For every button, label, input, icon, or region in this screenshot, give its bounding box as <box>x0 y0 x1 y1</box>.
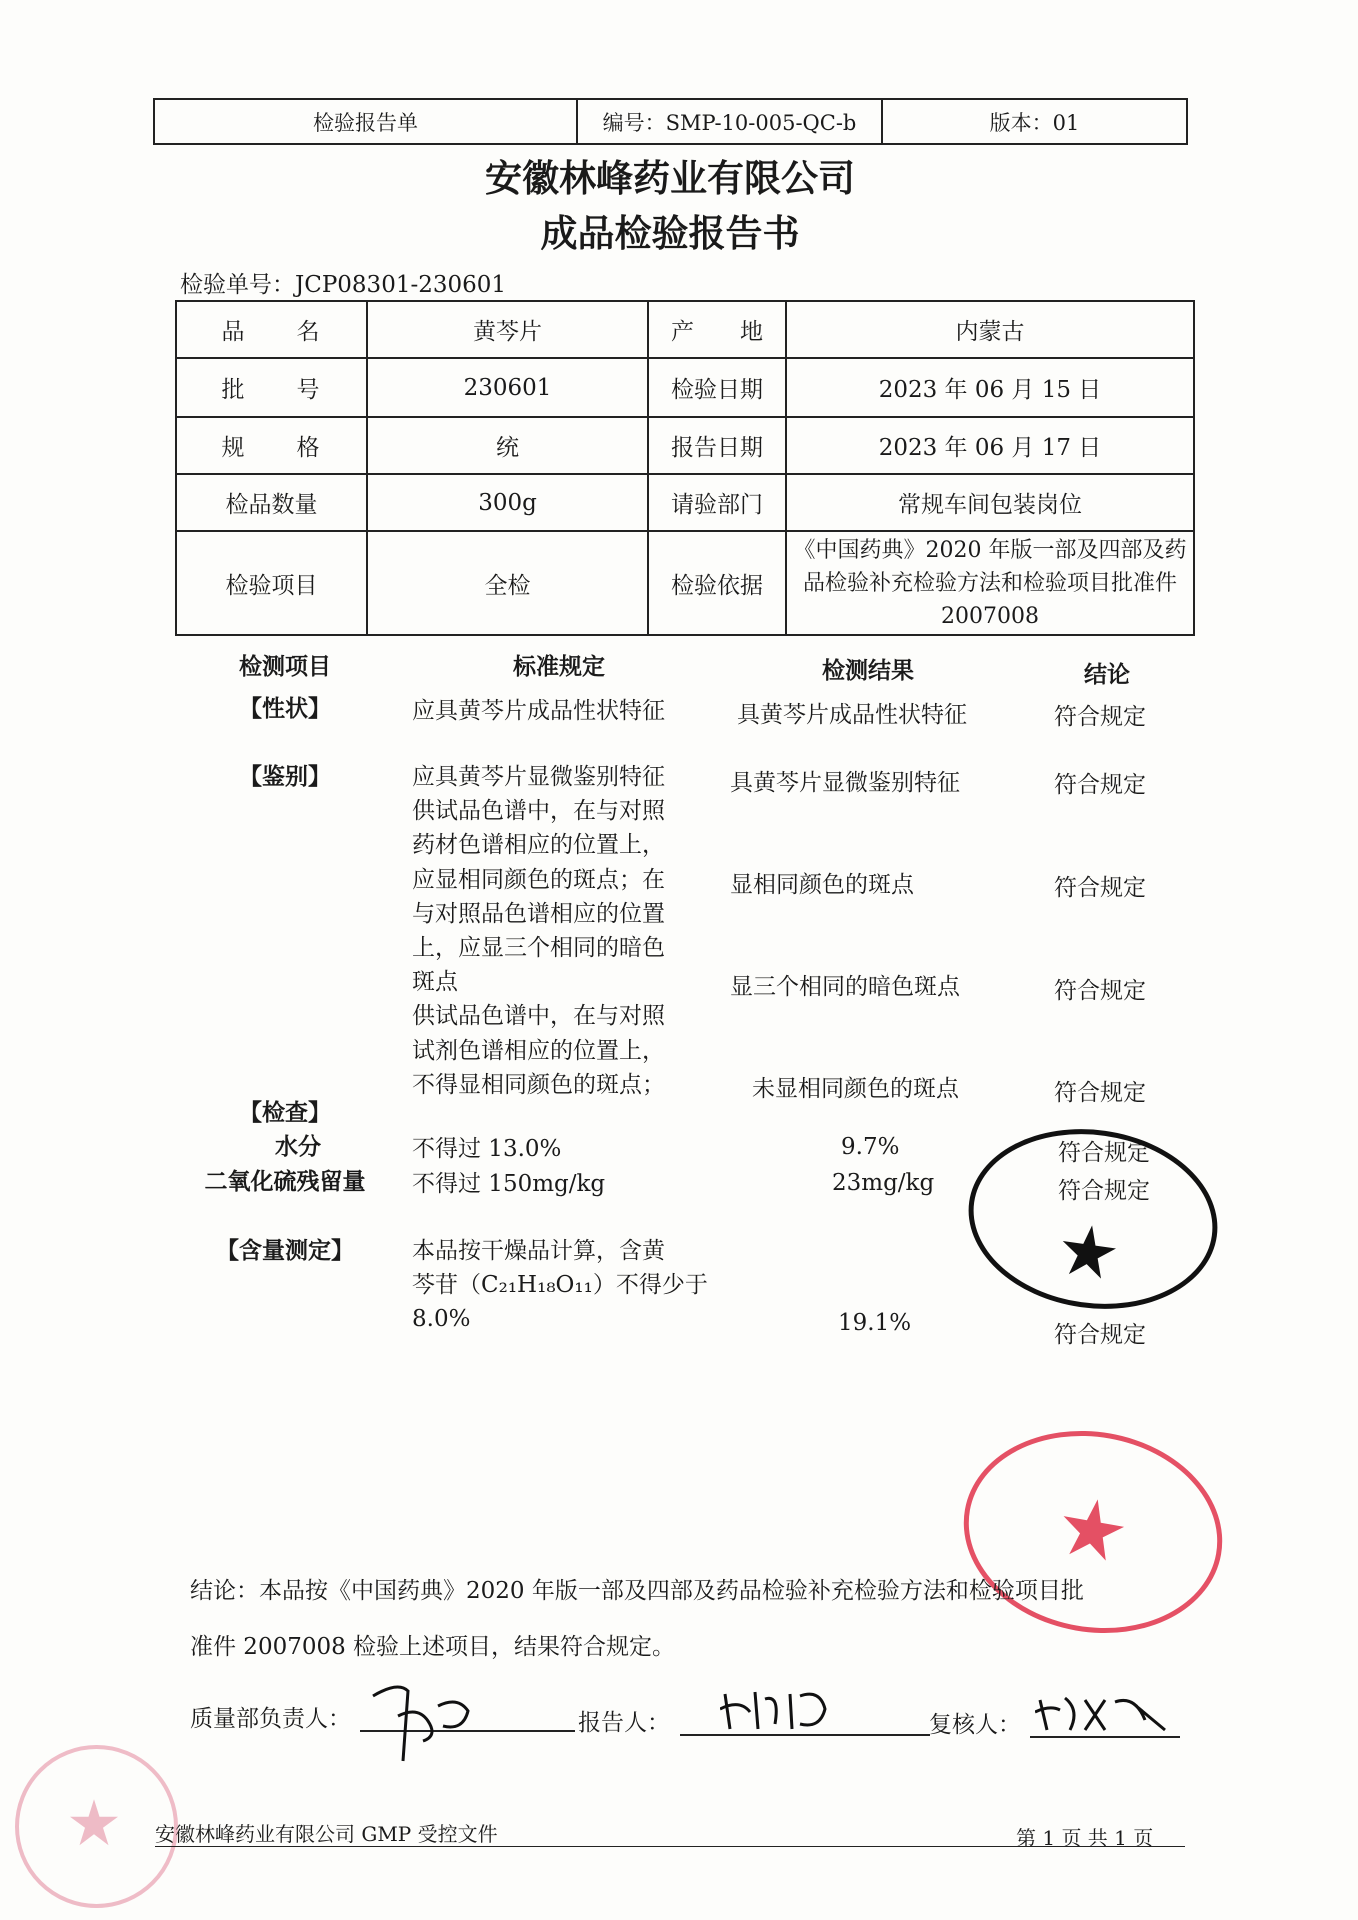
signature-line <box>680 1734 930 1736</box>
conclusion-text: 准件 2007008 检验上述项目，结果符合规定。 <box>190 1634 676 1660</box>
cell: 全检 <box>367 531 648 635</box>
form-name: 检验报告单 <box>155 100 578 143</box>
conclusion: 符合规定 <box>1054 1080 1146 1106</box>
cell: 230601 <box>367 358 648 417</box>
form-version: 版本：01 <box>989 110 1080 135</box>
signature-label-reporter: 报告人： <box>578 1710 670 1736</box>
line: 8.0% <box>412 1306 471 1332</box>
line: 药材色谱相应的位置上， <box>412 832 665 859</box>
item-label: 【性状】 <box>239 696 331 722</box>
line: 斑点 <box>412 969 458 996</box>
cell: 检验日期 <box>648 358 786 417</box>
standard: 不得过 150mg/kg <box>412 1171 606 1197</box>
item-label: 【含量测定】 <box>216 1238 354 1264</box>
result: 具黄芩片显微鉴别特征 <box>730 770 960 796</box>
signature-reporter <box>720 1684 850 1734</box>
form-code: 编号：SMP-10-005-QC-b <box>578 100 883 143</box>
conclusion: 符合规定 <box>1054 1322 1146 1348</box>
cell: 《中国药典》2020 年版一部及四部及药品检验补充检验方法和检验项目批准件 2007008 <box>786 531 1194 635</box>
result: 23mg/kg <box>832 1170 935 1196</box>
conclusion: 符合规定 <box>1058 1140 1150 1166</box>
cell: 请验部门 <box>648 474 786 531</box>
result: 19.1% <box>838 1310 912 1336</box>
line: 上，应显三个相同的暗色 <box>412 935 665 962</box>
cell: 统 <box>367 417 648 474</box>
line: 芩苷（C₂₁H₁₈O₁₁）不得少于 <box>412 1272 708 1298</box>
cell: 规 格 <box>176 417 367 474</box>
cell: 常规车间包装岗位 <box>786 474 1194 531</box>
report-number: 检验单号：JCP08301-230601 <box>180 272 507 298</box>
line: 与对照品色谱相应的位置 <box>412 900 665 927</box>
conclusion: 符合规定 <box>1054 772 1146 798</box>
cell: 产 地 <box>648 301 786 358</box>
conclusion-text: 结论：本品按《中国药典》2020 年版一部及四部及药品检验补充检验方法和检验项目批 <box>190 1578 1084 1604</box>
standard-list <box>412 1234 708 1336</box>
signature-label-reviewer: 复核人： <box>929 1712 1021 1738</box>
cell: 报告日期 <box>648 417 786 474</box>
result: 显相同颜色的斑点 <box>730 872 914 898</box>
cell: 内蒙古 <box>786 301 1194 358</box>
cell: 2023 年 06 月 17 日 <box>786 417 1194 474</box>
cell: 检验依据 <box>648 531 786 635</box>
line: 本品按干燥品计算，含黄 <box>412 1238 665 1264</box>
cell: 品 名 <box>176 301 367 358</box>
col-header-conclusion: 结论 <box>1084 662 1130 688</box>
cell: 检验项目 <box>176 531 367 635</box>
conclusion: 符合规定 <box>1058 1178 1150 1204</box>
cell: 黄芩片 <box>367 301 648 358</box>
cell: 300g <box>367 474 648 531</box>
line: 试剂色谱相应的位置上， <box>412 1037 665 1064</box>
standard-list <box>412 760 665 1102</box>
signature-label-qa: 质量部负责人： <box>190 1706 351 1732</box>
qc-stamp-black <box>957 1113 1229 1324</box>
signature-qa <box>368 1676 478 1766</box>
col-header-standard: 标准规定 <box>513 654 605 680</box>
line: 不得显相同颜色的斑点； <box>412 1071 665 1098</box>
conclusion: 符合规定 <box>1054 875 1146 901</box>
result: 显三个相同的暗色斑点 <box>730 974 960 1000</box>
line: 供试品色谱中，在与对照 <box>412 1003 665 1030</box>
qc-stamp-red <box>948 1411 1239 1653</box>
cell: 批 号 <box>176 358 367 417</box>
line: 供试品色谱中，在与对照 <box>412 798 665 825</box>
line: 应显相同颜色的斑点；在 <box>412 866 665 893</box>
item-label: 【鉴别】 <box>239 764 331 790</box>
result: 未显相同颜色的斑点 <box>752 1076 959 1102</box>
star-icon <box>1056 1494 1130 1565</box>
footer-divider <box>155 1846 1185 1847</box>
standard: 应具黄芩片成品性状特征 <box>412 698 665 724</box>
cell: 检品数量 <box>176 474 367 531</box>
signature-line <box>1030 1736 1180 1738</box>
footer-left: 安徽林峰药业有限公司 GMP 受控文件 <box>155 1822 498 1846</box>
col-header-result: 检测结果 <box>822 658 914 684</box>
item-label: 二氧化硫残留量 <box>204 1169 366 1195</box>
product-info-table <box>175 300 1195 636</box>
conclusion: 符合规定 <box>1054 978 1146 1004</box>
footer-page: 第 1 页 共 1 页 <box>1016 1826 1154 1850</box>
result: 9.7% <box>841 1134 900 1160</box>
col-header-item: 检测项目 <box>239 654 331 680</box>
conclusion: 符合规定 <box>1054 704 1146 730</box>
standard: 不得过 13.0% <box>412 1136 562 1162</box>
item-label: 【检查】 <box>239 1100 331 1126</box>
document-title: 成品检验报告书 <box>540 212 800 255</box>
item-label: 水分 <box>275 1134 321 1160</box>
cell: 2023 年 06 月 15 日 <box>786 358 1194 417</box>
result: 具黄芩片成品性状特征 <box>737 702 967 728</box>
company-name: 安徽林峰药业有限公司 <box>485 157 855 200</box>
star-icon <box>1057 1221 1120 1282</box>
signature-reviewer <box>1035 1690 1175 1735</box>
form-header <box>153 98 1188 145</box>
line: 应具黄芩片显微鉴别特征 <box>412 764 665 790</box>
star-icon <box>69 1799 119 1847</box>
qa-stamp-pink <box>15 1745 178 1908</box>
